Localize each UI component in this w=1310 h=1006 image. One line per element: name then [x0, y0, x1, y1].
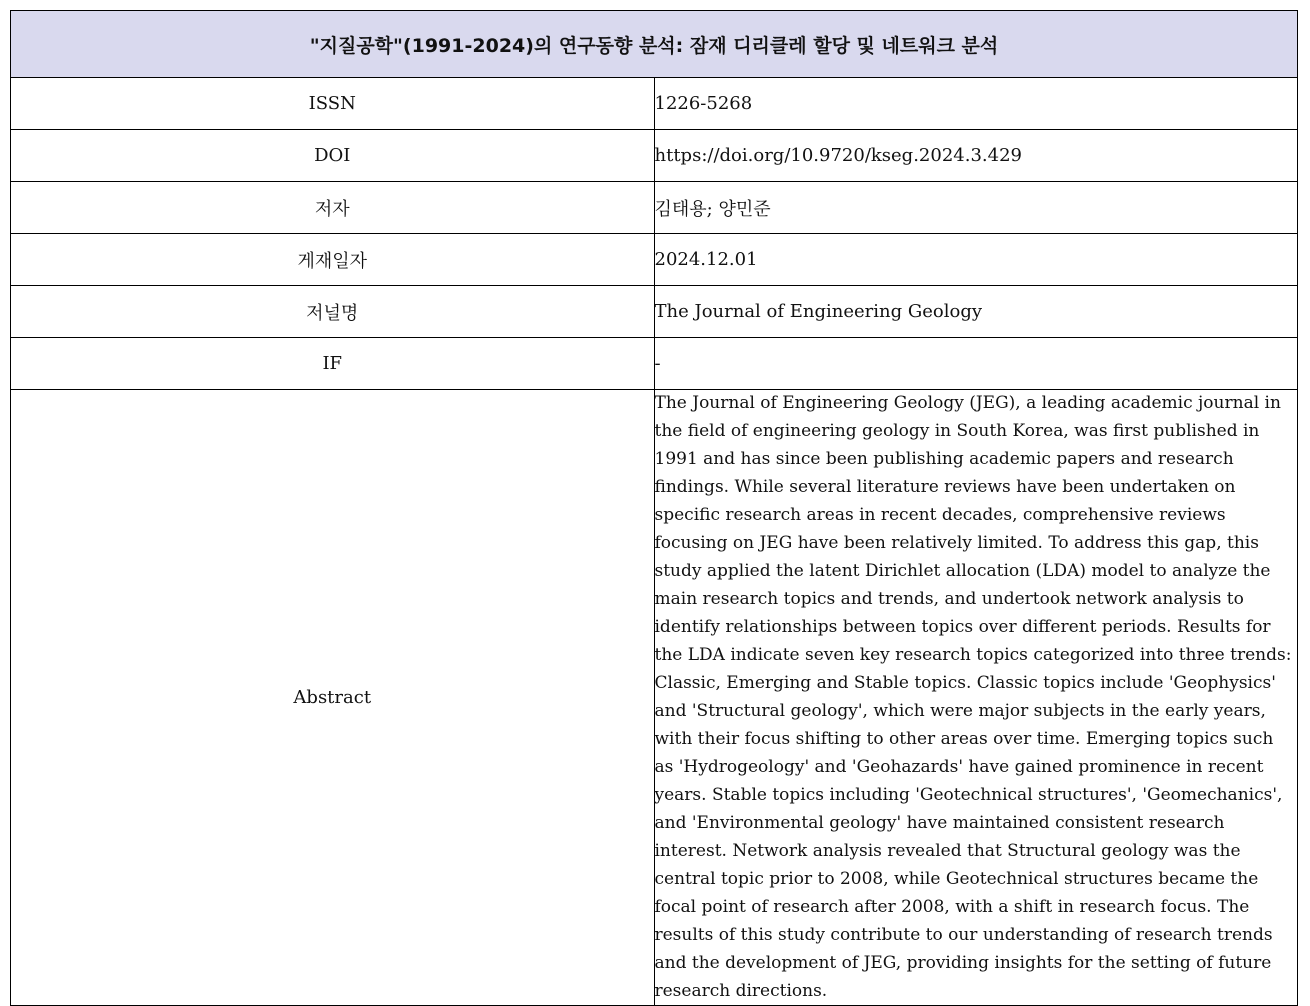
author-label: 저자: [11, 182, 655, 234]
issn-label: ISSN: [11, 78, 655, 130]
table-row: [11, 286, 1298, 338]
abstract-cell: [654, 390, 1298, 1006]
publish-date-label: 게재일자: [11, 234, 655, 286]
table-row: [11, 130, 1298, 182]
journal-label: 저널명: [11, 286, 655, 338]
table-row: [11, 182, 1298, 234]
paper-title: "지질공학"(1991-2024)의 연구동향 분석: 잠재 디리클레 할당 및 네트워크 분석: [11, 11, 1298, 78]
issn-value: 1226-5268: [654, 78, 1298, 130]
abstract-text: The Journal of Engineering Geology (JEG), a leading academic journal in the field of engineering geology in South Korea, was first published in 1991 and has since been publishing academic papers and research findings. While several literature reviews have been undertaken on specific research areas in recent decades, comprehensive reviews focusing on JEG have been relatively limited. To address this gap, this study applied the latent Dirichlet allocation (LDA) model to analyze the main research topics and trends, and undertook network analysis to identify relationships between topics over different periods. Results for the LDA indicate seven key research topics categorized into three trends: Classic, Emerging and Stable topics. Classic topics include 'Geophysics' and 'Structural geology', which were major subjects in the early years, with their focus shifting to other areas over time. Emerging topics such as 'Hydrogeology' and 'Geohazards' have gained prominence in recent years. Stable topics including 'Geotechnical structures', 'Geomechanics', and 'Environmental geology' have maintained consistent research interest. Network analysis revealed that Structural geology was the central topic prior to 2008, while Geotechnical structures became the focal point of research after 2008, with a shift in research focus. The results of this study contribute to our understanding of research trends and the development of JEG, providing insights for the setting of future research directions.: [654, 393, 1292, 1001]
table-row: [11, 338, 1298, 390]
author-value: 김태용; 양민준: [654, 182, 1298, 234]
doi-value: https://doi.org/10.9720/kseg.2024.3.429: [654, 130, 1298, 182]
table-row: [11, 78, 1298, 130]
table-row: [11, 390, 1298, 1006]
paper-info-table: [10, 10, 1298, 1006]
table-row: [11, 234, 1298, 286]
doi-label: DOI: [11, 130, 655, 182]
if-value: -: [654, 338, 1298, 390]
if-label: IF: [11, 338, 655, 390]
publish-date-value: 2024.12.01: [654, 234, 1298, 286]
abstract-label: Abstract: [11, 390, 655, 1006]
journal-value: The Journal of Engineering Geology: [654, 286, 1298, 338]
